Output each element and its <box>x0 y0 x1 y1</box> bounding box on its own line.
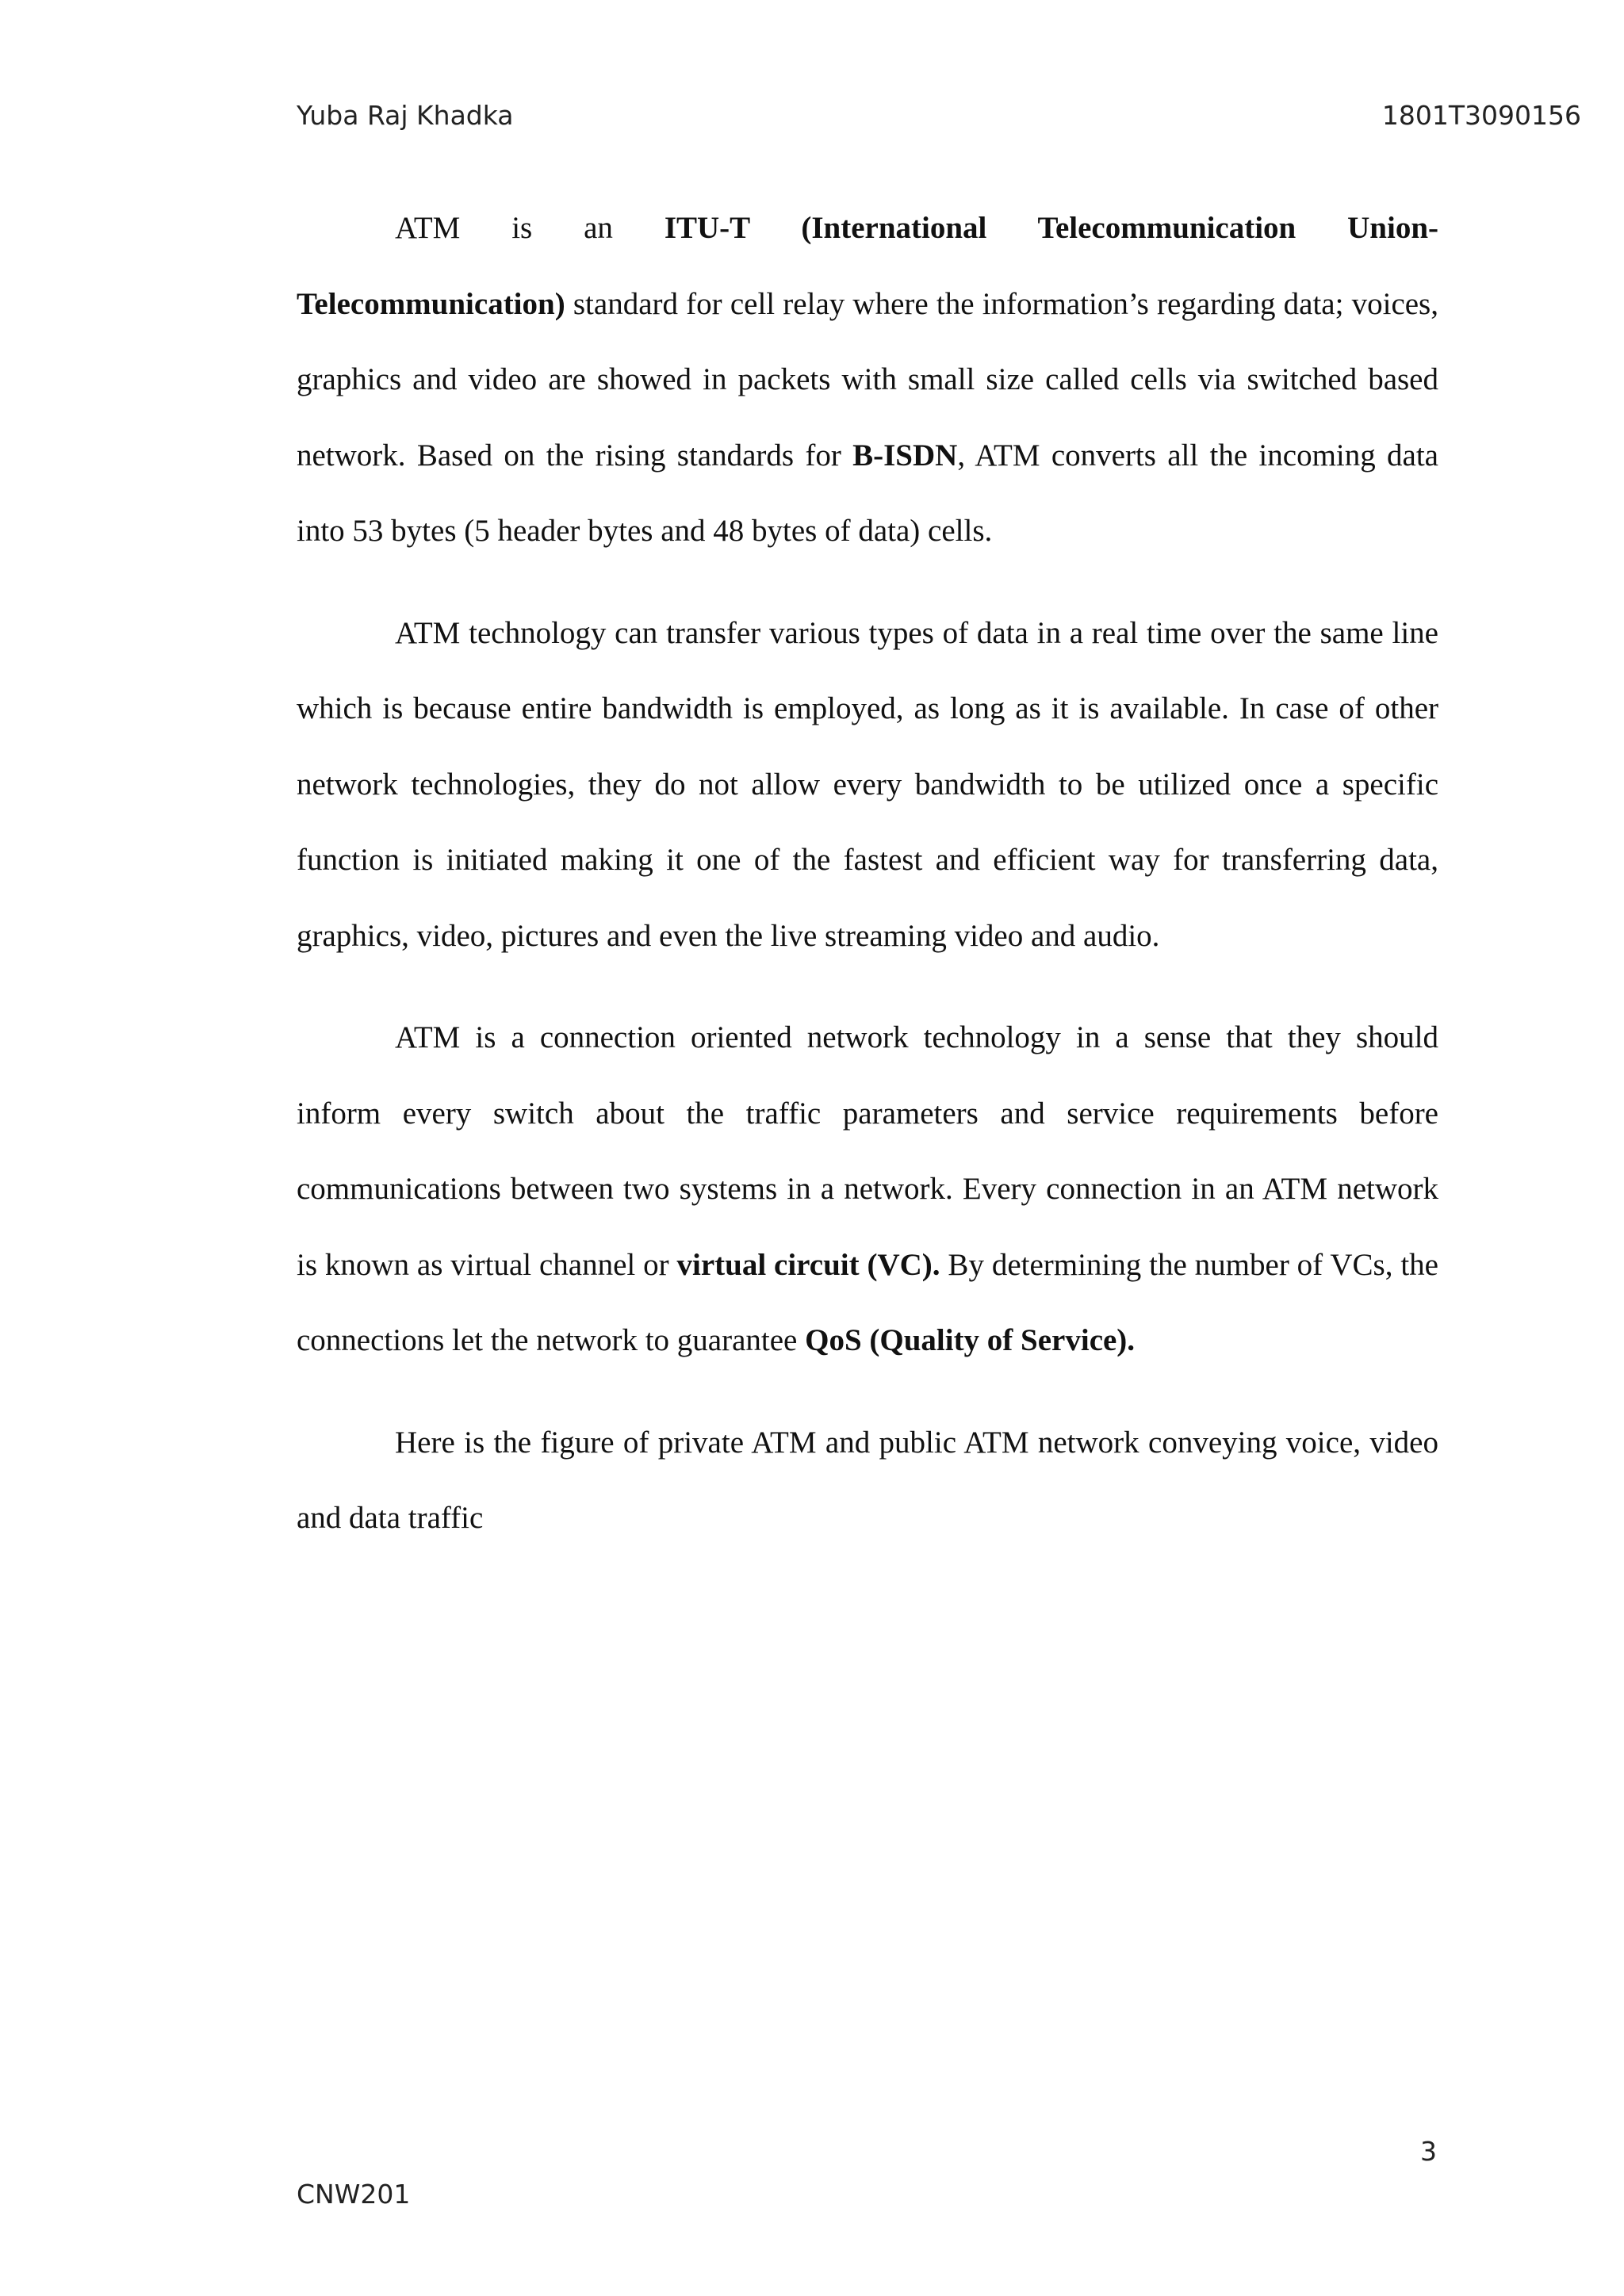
paragraph-1 <box>297 190 1438 569</box>
itu-t-term: ITU-T (International Telecommunication Union-Telecommunication) <box>297 211 1438 321</box>
paragraph-1-text: , ATM converts all the incoming data into 53 bytes (5 header bytes and 48 bytes of data) cells. <box>297 438 1438 548</box>
paragraph-1-text: ATM is an <box>395 211 665 245</box>
paragraph-2 <box>297 595 1438 974</box>
qos-term: QoS (Quality of Service). <box>805 1323 1136 1357</box>
paragraph-3-text: By determining the number of VCs, the connections let the network to guarantee <box>297 1247 1438 1357</box>
paragraph-2-text: ATM technology can transfer various types of data in a real time over the same line which is because entire bandwidth is employed, as long as it is available. In case of other network technologies, they do not allow every bandwidth to be utilized once a specific function is initiated making it one of the fastest and efficient way for transferring data, graphics, video, pictures and even the live streaming video and audio. <box>297 615 1438 953</box>
paragraph-4-text: Here is the figure of private ATM and public ATM network conveying voice, video and data traffic <box>297 1425 1438 1535</box>
paragraph-3 <box>297 1000 1438 1379</box>
b-isdn-term: B-ISDN <box>852 438 958 473</box>
page-number: 3 <box>1420 2136 1437 2167</box>
header-student-id: 1801T3090156 <box>1381 100 1581 131</box>
paragraph-4 <box>297 1405 1438 1556</box>
document-body <box>297 190 1438 1556</box>
virtual-circuit-term: virtual circuit (VC). <box>676 1247 940 1282</box>
paragraph-1-text: standard for cell relay where the information’s regarding data; voices, graphics and video are showed in packets with small size called cells via switched based network. Based on the rising standards for <box>297 286 1438 473</box>
paragraph-3-text: ATM is a connection oriented network technology in a sense that they should inform every switch about the traffic parameters and service requirements before communications between two systems in a network. Every connection in an ATM network is known as virtual channel or <box>297 1020 1438 1282</box>
header-author: Yuba Raj Khadka <box>297 100 514 131</box>
footer-course-code: CNW201 <box>297 2179 411 2210</box>
